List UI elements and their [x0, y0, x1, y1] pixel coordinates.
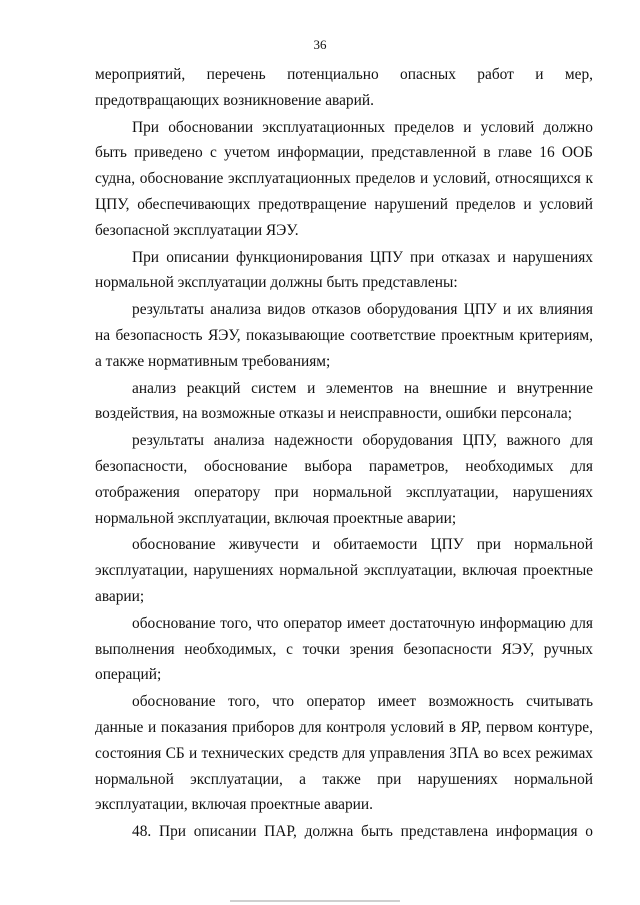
document-body [95, 62, 593, 845]
paragraph-operational-limits: При обосновании эксплуатационных пределов и условий должно быть приведено с учетом информации, представленной в главе 16 ООБ судна, обоснование эксплуатационных пределов и условий, относящихся к ЦПУ, обеспечивающих предотвращение нарушений пределов и условий безопасной эксплуатации ЯЭУ. [95, 118, 593, 239]
paragraph-par-description: 48. При описании ПАР, должна быть представлена информация о [132, 823, 593, 841]
list-item-reliability-analysis: результаты анализа надежности оборудования ЦПУ, важного для безопасности, обоснование выбора параметров, необходимых для отображения оператору при нормальной эксплуатации, нарушениях нормальной эксплуатации, включая проектные аварии; [95, 432, 593, 527]
paragraph-cpu-failures-intro: При описании функционирования ЦПУ при отказах и нарушениях нормальной эксплуатации должны быть представлены: [95, 248, 593, 292]
list-item-operator-information: обоснование того, что оператор имеет достаточную информацию для выполнения необходимых, с точки зрения безопасности ЯЭУ, ручных операций; [95, 614, 593, 684]
list-item-failure-analysis: результаты анализа видов отказов оборудования ЦПУ и их влияния на безопасность ЯЭУ, показывающие соответствие проектным критериям, а также нормативным требованиям; [95, 301, 593, 370]
list-item-survivability: обоснование живучести и обитаемости ЦПУ при нормальной эксплуатации, нарушениях нормальной эксплуатации, включая проектные аварии; [95, 536, 593, 605]
list-item-reaction-analysis: анализ реакций систем и элементов на внешние и внутренние воздействия, на возможные отказы и неисправности, ошибки персонала; [95, 379, 593, 423]
scan-edge-mark [230, 900, 400, 902]
page-number: 36 [313, 37, 327, 52]
paragraph-continuation: мероприятий, перечень потенциально опасных работ и мер, предотвращающих возникновение аварий. [95, 66, 593, 109]
list-item-operator-readout: обоснование того, что оператор имеет возможность считывать данные и показания приборов для контроля условий в ЯР, первом контуре, состояния СБ и технических средств для управления ЗПА во всех режимах нормальной эксплуатации, а также при нарушениях нормальной эксплуатации, включая проектные аварии. [95, 693, 593, 814]
